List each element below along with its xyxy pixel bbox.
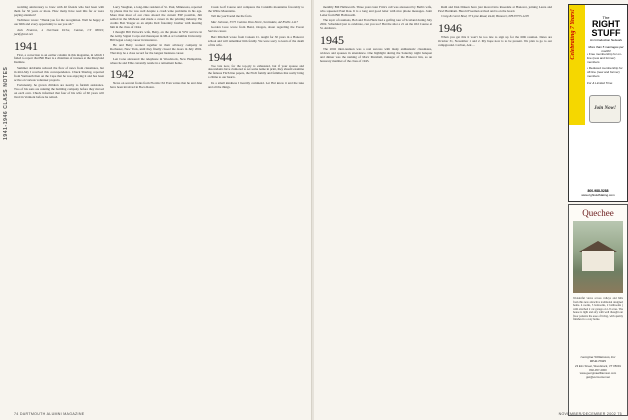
class-year-heading: 1946 xyxy=(438,21,462,36)
paragraph: I thought Bill Pattock's wife, Betty, on the phone in WW service in the Army Signal Corps and thereupon in MLA at Columbia University. Bill began a long career in insurance. xyxy=(110,30,202,42)
paragraph: When you get this it won't be too late to sign up for the 60th reunion. Dates are October 31, November 1 and 2. My hope now is to be present. We plan to go to our campground. Carlton, Ark ... xyxy=(438,35,552,48)
left-column-2 xyxy=(110,6,202,92)
right-column-2 xyxy=(438,6,552,50)
paragraph: The 2002 mini-reunion was a real success with many enthusiastic classmates, widows and spouses in attendance. One highlight during the Saturday night banquet and dinner was the naming of Marv Marshall, manager of the Hanover Inn, as an honorary member of the class of 1945. xyxy=(320,47,432,63)
author-signoff: Mac Johnson, 5575 Camino Dios Norte, Scottsdale, AZ 85261-1417 xyxy=(211,19,298,24)
page-folio-right: NOVEMBER/DECEMBER 2002 75 xyxy=(558,412,622,416)
right-stuff-logo: The RIGHT STUFF An Introduction Network More than 5 marriages per month! xyxy=(588,15,624,53)
paragraph: Tachmore wrote: "Thank you for the recognition. Well be happy at our 60th and every opportunity to see you all." xyxy=(14,18,104,27)
right-stuff-ad[interactable] xyxy=(568,4,628,202)
paragraph: Summer doldrums reduced the flow of news from classmates, but in mid-July I received this correspondence. Chuck Sharing, reported from Yarmouth then on the Cape that he was enjoying it and has been active on various volunteer projects. xyxy=(14,65,104,82)
paragraph: Larry Vaughan, a long-time resident of St. Paul, Minnesota, reported by phone that he was well despite a crash wine problems in his age. More than most of our class aboard the current ESP possible, Jim settled in the Midwest and made a career in the printing industry. He credits Bob Yeager as an Alpha Delt fraternity brother with meeting him in the class of 1944. xyxy=(110,5,202,29)
class-year-heading: 1945 xyxy=(320,33,344,48)
paragraph: News on several fronts from Florida: Ed Fran writes that he and Jane have been involved in Boca Raton. xyxy=(110,81,202,90)
realtor-name: Georgina Williamson, Inc REALTORS xyxy=(580,355,616,363)
paragraph: Gordon Luce wrote from Bend, Oregon, about regarding the Forest Service career. xyxy=(208,25,304,34)
paragraph: monthly Bill Hallsworth. Three years later Fritz's call was answered by Beth's wife, who squeezed Paul Rau. It is a long and good letter with nice phone messages. Joint Letter from Bill Hallsworth. xyxy=(320,5,432,17)
paragraph: Its a small kindness I heartily commend. Let Hal know it and the lake and all the things. xyxy=(208,80,304,89)
paragraph: Too late now, for the top-ply is exhausted, but if your spouse and descendants have clamored to set some name in print, they should examine the famous Fitch line papers, the Fitch family and families that really bring a chime to our hearts. xyxy=(208,63,304,80)
left-column-3 xyxy=(208,6,304,91)
paragraph: Fortunately, he grown children are nearby to furnish assistance. Two of his sons are running the building company before they moved on each own. Chuck informed that four of his wife of 60 years will lived in Vermont before he retired. xyxy=(14,83,104,99)
paragraph: Len Cone answered the telephone in Woodstock, New Hampshire, where he and Ellie currently reside in a retirement home. xyxy=(110,56,202,65)
right-column-1 xyxy=(320,6,432,65)
ad-column xyxy=(560,0,628,420)
join-now-badge[interactable]: Join Now! xyxy=(589,95,621,123)
ad-bullets: • Free membership for on-line (new and former) members • Reduced membership for off-line (new and former) members For & Limited Time xyxy=(587,52,623,85)
paragraph: Bert Mitchell wrote from Canaan Ct. taught for 30 years in a Hanover school and will remember him fondly. We were sorry to learn of the death of his wife. xyxy=(208,34,304,47)
paragraph: The topic of reunions, Bob and Fran Hartz had a golfing tour of Scotland during July 2002. Scheduled just to celebrate, can you too? But the shot a 21 on the Old Course at St. Andrews. xyxy=(320,18,432,31)
class-year-heading: 1942 xyxy=(110,67,134,82)
ad-contact: 800-988-5288 www.rightstuffdating.com xyxy=(571,189,625,197)
paragraph: Ruth and Dan Dinson have just moved into Rosedale at Hanover, joining Laura and Pawl Burnham. Harold Freeman arrived and is on the board. xyxy=(438,5,552,13)
ad-url[interactable]: www.rightstuffdating.com xyxy=(581,193,615,197)
page-folio-left: 74 DARTMOUTH ALUMNI MAGAZINE xyxy=(14,412,85,416)
realtor-contact: 23 Elm Street, Woodstock, VT 05091 802-457-2000 www.georginawilliamson.com gwi@vermontel.net xyxy=(575,364,621,379)
paragraph: He and Betty worked together in their advisory company in Rochester, New York, until they finally closed the doors in July 2002. That may be a class record for the longest business career. xyxy=(110,43,202,56)
author-signoff: Jack Fearons, 4 Overlook Drive, Canton, CT 06019; jackf@snet.net xyxy=(14,27,104,36)
ad-title: Quechee xyxy=(582,208,614,218)
class-year-heading: 1941 xyxy=(14,38,38,53)
ad-description: Wonderful views across valleys and hills from this new attractive traditional designed home. 4 rooms, 3 bedrooms, 2 bathrooms ( with attached 2 car garage on 1.8 acres. The house is light and airy with well thought out floor patterns the ease of living, with quality finishes in a cozy home. xyxy=(573,297,623,321)
left-page xyxy=(0,0,312,420)
author-signoff: Craig & Carol Beal, 37 Lyme Road, #449, Hanover, NH 03755-1205 xyxy=(441,14,529,19)
class-year-heading: 1944 xyxy=(208,49,232,64)
quechee-ad[interactable] xyxy=(568,204,628,416)
paragraph: wedding anniversary to brew with 40 friends who had been with them for 50 years or more. How many have read this far or were paying attention? xyxy=(14,5,104,17)
paragraph: Creek Golf Course and compares the Catskills mountains favorably to the White Mountains. xyxy=(208,5,304,13)
ad-tagline: More than 5 marriages per month! xyxy=(588,45,624,53)
paragraph: First, a correction to an earlier column in this magazine, in which I failed to report that Bill Baer is a chairman of trustees at the Maryland Institute. xyxy=(14,52,104,65)
section-sidetab: 1941-1946 CLASS NOTES xyxy=(3,66,9,140)
left-column-1 xyxy=(14,6,104,101)
house-photo xyxy=(573,221,623,293)
paragraph: Tell me you'll send me the facts. xyxy=(211,14,253,19)
anniversary-banner: Celebrating 7 Years! xyxy=(569,5,585,125)
right-page xyxy=(314,0,628,420)
